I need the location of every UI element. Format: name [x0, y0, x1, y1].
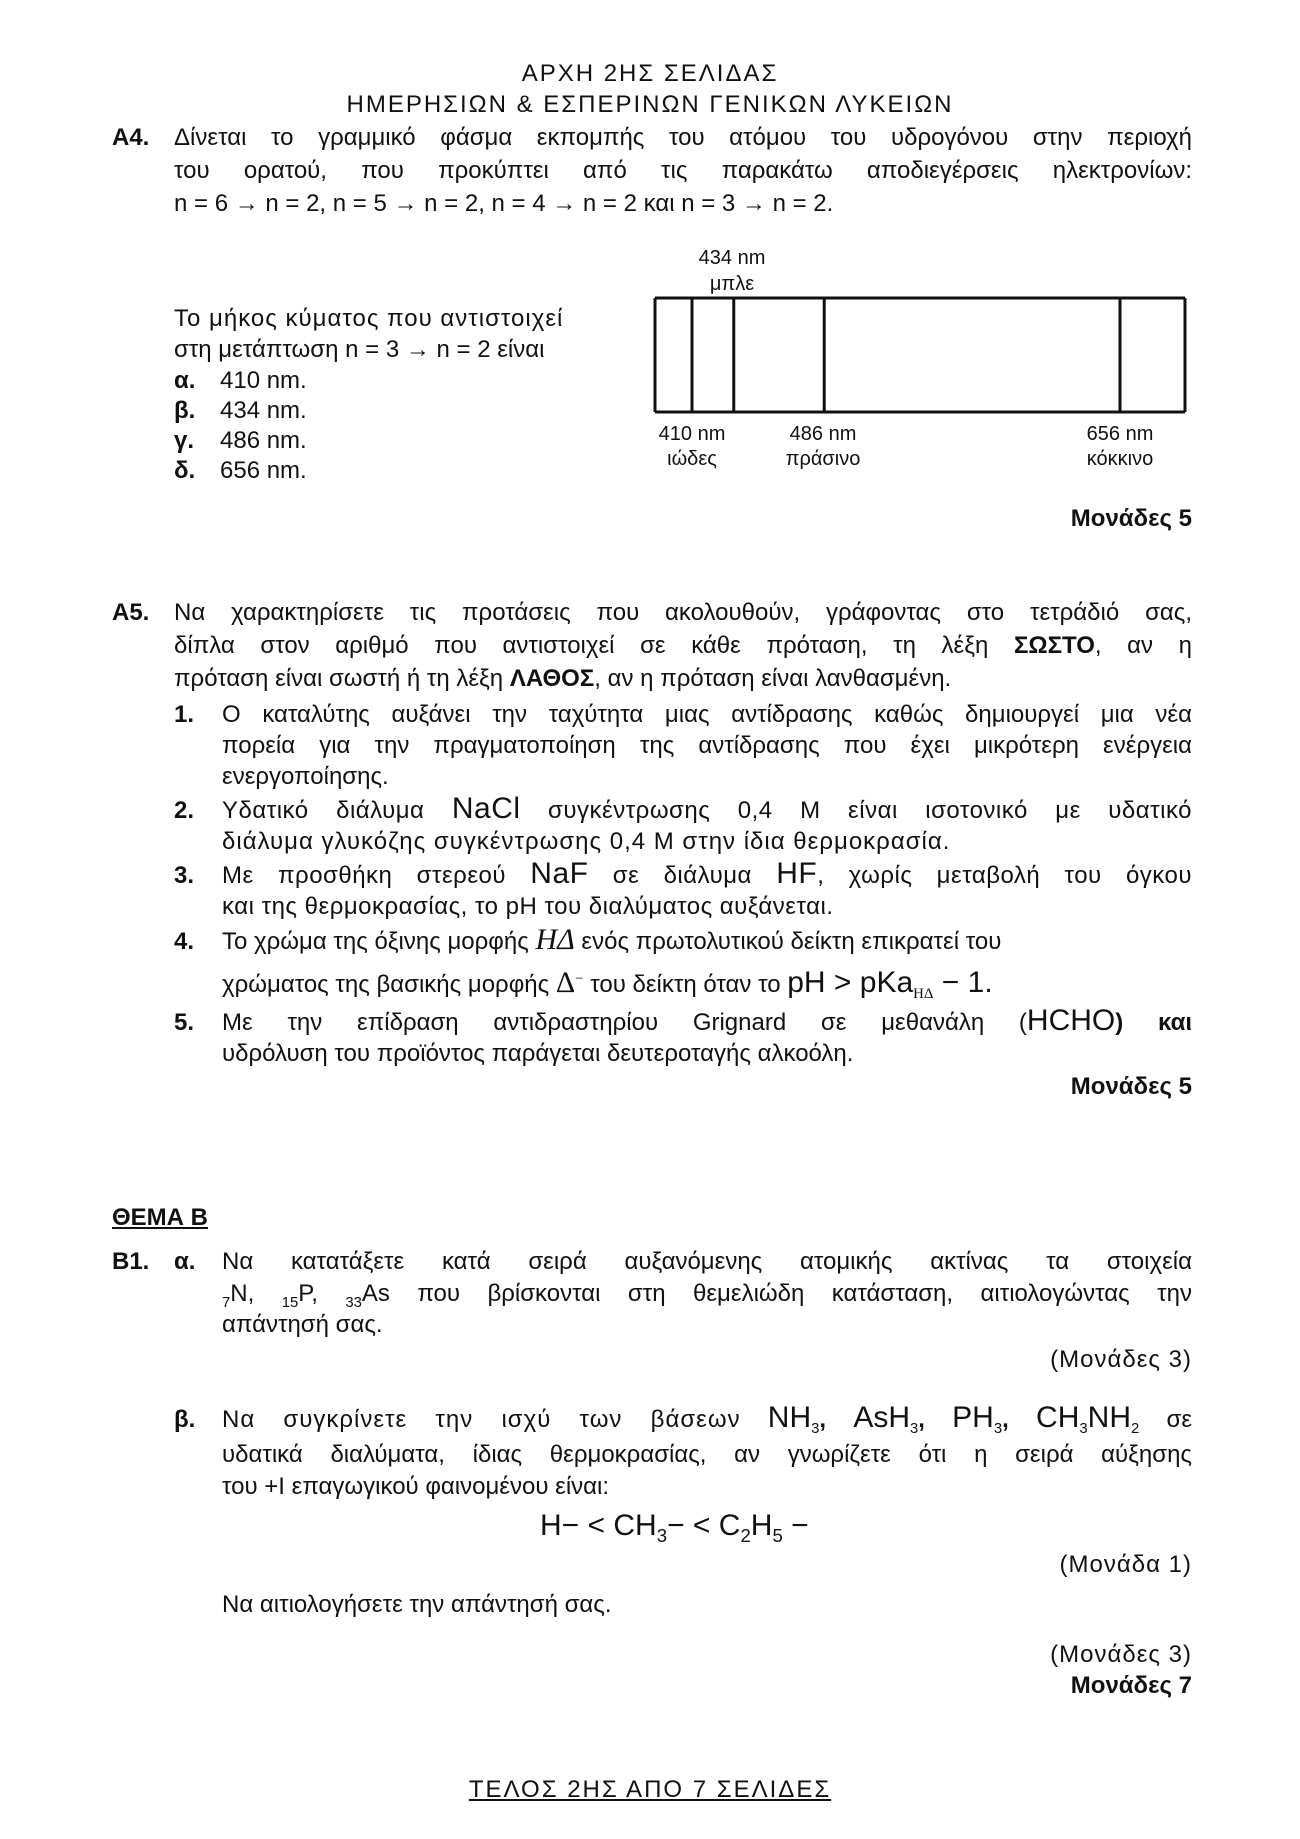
page-header-line2: ΗΜΕΡΗΣΙΩΝ & ΕΣΠΕΡΙΝΩΝ ΓΕΝΙΚΩΝ ΛΥΚΕΙΩΝ: [346, 91, 954, 118]
spectrum-label-nm: 656 nm: [1086, 423, 1154, 445]
a5-line2: δίπλα στον αριθμό που αντιστοιχεί σε κάθε πρόταση, τη λέξη ΣΩΣΤΟ, αν η: [174, 632, 1193, 659]
a5-item-number: 5.: [174, 1009, 195, 1036]
b1b-line2: υδατικά διαλύματα, ίδιας θερμοκρασίας, αν γνωρίζετε ότι η σειρά αύξησης: [222, 1441, 1192, 1468]
a5-item1-line2: πορεία για την πραγματοποίηση της αντίδρασης που έχει μικρότερη ενέργεια: [222, 732, 1192, 759]
a4-line2: του ορατού, που προκύπτει από τις παρακάτω αποδιεγέρσεις ηλεκτρονίων:: [174, 157, 1192, 184]
a5-item2-line1: Υδατικό διάλυμα NaCl συγκέντρωσης 0,4 M είναι ισοτονικό με υδατικό: [222, 792, 1193, 825]
spectrum-label-color: πράσινο: [785, 448, 861, 470]
a5-line3: πρόταση είναι σωστή ή τη λέξη ΛΑΘΟΣ, αν η πρόταση είναι λανθασμένη.: [174, 665, 952, 692]
b1a-label: α.: [174, 1248, 196, 1275]
b1-label: Β1.: [112, 1248, 150, 1275]
a4-option-text: 434 nm.: [220, 397, 307, 424]
a5-item1-line1: Ο καταλύτης αυξάνει την ταχύτητα μιας αντίδρασης καθώς δημιουργεί μια νέα: [222, 701, 1192, 728]
spectrum-label-nm: 486 nm: [789, 423, 857, 445]
page-header-line1: ΑΡΧΗ 2ΗΣ ΣΕΛΙΔΑΣ: [521, 60, 779, 87]
b1b-label: β.: [174, 1406, 196, 1433]
a4-option-text: 486 nm.: [220, 427, 307, 454]
b1b-line4: Να αιτιολογήσετε την απάντησή σας.: [222, 1591, 612, 1618]
b1b-line1: Να συγκρίνετε την ισχύ των βάσεων $NH_3$, AsH$_3$, $PH_3$, $CH_3NH_2$ σε: [222, 1401, 1193, 1437]
a5-item5-line2: υδρόλυση του προϊόντος παράγεται δευτεροταγής αλκοόλη.: [222, 1040, 854, 1067]
a5-monades: Μονάδες 5: [1070, 1073, 1192, 1100]
section-title-thema-b: ΘΕΜΑ Β: [112, 1204, 208, 1231]
b1a-line1: Να κατατάξετε κατά σειρά αυξανόμενης ατομικής ακτίνας τα στοιχεία: [222, 1248, 1192, 1275]
a5-item-number: 4.: [174, 928, 195, 955]
b1a-line2: $_7$N, $_{15}$P, $_{33}$As που βρίσκονται στη θεμελιώδη κατάσταση, αιτιολογώντας την: [222, 1280, 1192, 1311]
b1b-monada: (Μονάδα 1): [1059, 1551, 1192, 1578]
a4-line1: Δίνεται το γραμμικό φάσμα εκπομπής του ατόμου του υδρογόνου στην περιοχή: [174, 124, 1192, 151]
spectrum-label-color: ιώδες: [667, 448, 717, 470]
spectrum-label-color: κόκκινο: [1086, 448, 1154, 470]
a4-monades: Μονάδες 5: [1070, 505, 1192, 532]
a5-item-number: 1.: [174, 701, 195, 728]
a4-option-letter: β.: [174, 397, 196, 424]
b1b-monades: (Μονάδες 3): [1050, 1641, 1192, 1668]
spectrum-label-nm: 410 nm: [658, 423, 726, 445]
a5-item-number: 3.: [174, 862, 195, 889]
a4-option-text: 410 nm.: [220, 367, 307, 394]
a5-line1: Να χαρακτηρίσετε τις προτάσεις που ακολουθούν, γράφοντας στο τετράδιό σας,: [174, 599, 1192, 626]
inductive-effect-formula: $H- < CH_3- < C_2H_5$ −: [540, 1509, 809, 1546]
b1-total-monades: Μονάδες 7: [1070, 1672, 1192, 1699]
a5-label: Α5.: [112, 599, 150, 626]
a5-item4-line2: χρώματος της βασικής μορφής Δ− του δείκτη όταν το pH > pKa$_{H\Delta}$ − 1.: [222, 966, 993, 1002]
hydrogen-emission-spectrum: [640, 240, 1200, 475]
a4-option-letter: α.: [174, 367, 196, 394]
spectrum-top-label-nm: 434 nm: [698, 247, 766, 269]
a4-option-letter: γ.: [174, 427, 195, 454]
b1b-line3: του +I επαγωγικού φαινομένου είναι:: [222, 1473, 610, 1500]
a4-question-line2: στη μετάπτωση n = 3 → n = 2 είναι: [174, 336, 545, 363]
a4-label: Α4.: [112, 124, 150, 151]
a4-option-letter: δ.: [174, 457, 196, 484]
a5-item1-line3: ενεργοποίησης.: [222, 763, 389, 790]
page-footer: ΤΕΛΟΣ 2ΗΣ ΑΠΟ 7 ΣΕΛΙΔΕΣ: [468, 1776, 832, 1803]
spectrum-top-label-color: μπλε: [709, 273, 755, 295]
a5-item2-line2: διάλυμα γλυκόζης συγκέντρωσης 0,4 M στην ίδια θερμοκρασία.: [222, 828, 951, 855]
a5-item4-line1: Το χρώμα της όξινης μορφής ΗΔ ενός πρωτολυτικού δείκτη επικρατεί του: [222, 923, 1002, 956]
a5-item5-line1: Με την επίδραση αντιδραστηρίου Grignard σε μεθανάλη (HCHO) και: [222, 1004, 1192, 1037]
a4-line3: n = 6 → n = 2, n = 5 → n = 2, n = 4 → n = 2 και n = 3 → n = 2.: [174, 190, 834, 217]
a5-item-number: 2.: [174, 797, 195, 824]
a4-option-text: 656 nm.: [220, 457, 307, 484]
a5-item3-line1: Με προσθήκη στερεού NaF σε διάλυμα HF, χωρίς μεταβολή του όγκου: [222, 857, 1192, 890]
a5-item3-line2: και της θερμοκρασίας, το pH του διαλύματος αυξάνεται.: [222, 893, 834, 920]
b1a-monades: (Μονάδες 3): [1050, 1346, 1192, 1373]
a4-question-line1: Το μήκος κύματος που αντιστοιχεί: [174, 305, 564, 332]
b1a-line3: απάντησή σας.: [222, 1311, 383, 1338]
